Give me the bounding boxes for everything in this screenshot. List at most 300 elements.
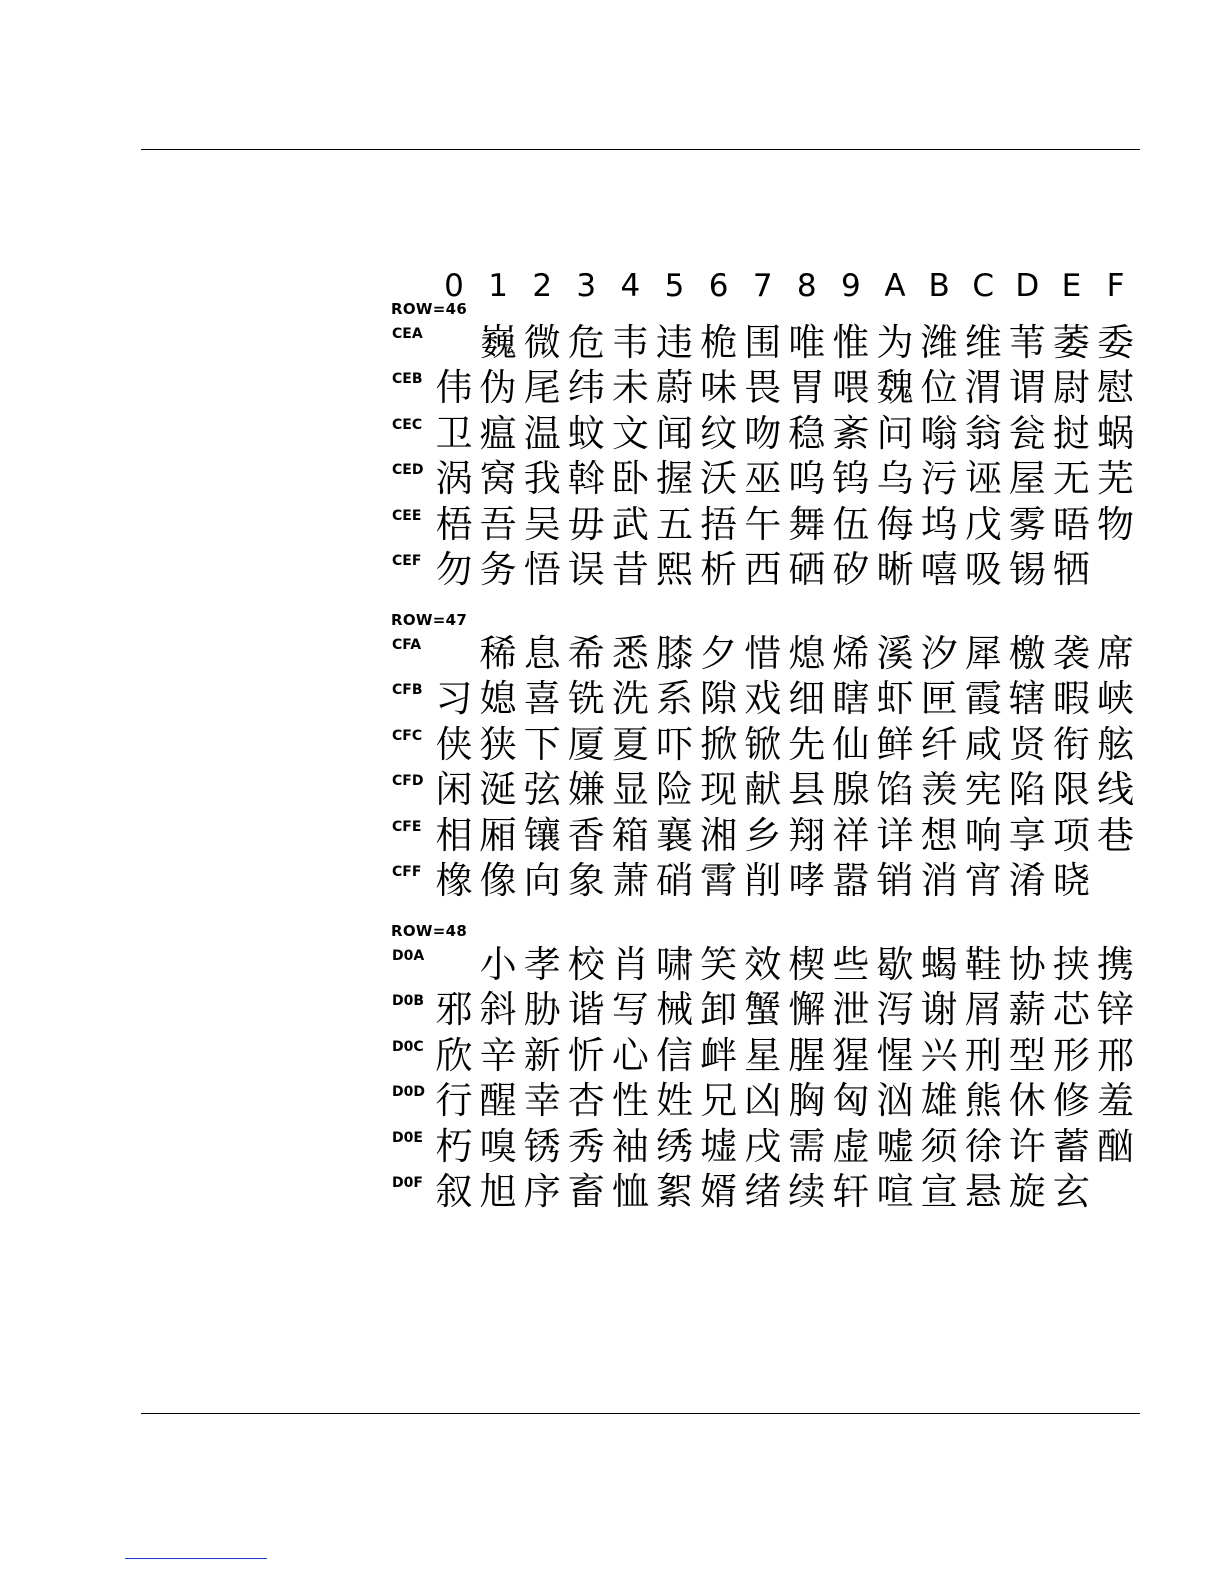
glyph-cell: 围 <box>744 321 782 364</box>
glyph-cell: 瓮 <box>1008 411 1046 455</box>
glyph-cell: 涡 <box>435 457 473 501</box>
section-label: ROW=47 <box>391 611 468 629</box>
glyph-cell: 熙 <box>656 548 693 591</box>
glyph-cell: 腥 <box>788 1033 826 1077</box>
column-header: 4 <box>620 268 641 304</box>
glyph-cell: 问 <box>876 411 914 455</box>
glyph-row <box>432 320 1137 366</box>
glyph-cell: 巫 <box>744 457 782 501</box>
glyph-cell: 匣 <box>920 677 958 721</box>
glyph-cell: 务 <box>479 548 517 591</box>
row-code-label: CFE <box>392 818 422 835</box>
glyph-cell: 檄 <box>1008 632 1046 675</box>
column-header: 6 <box>708 268 729 304</box>
row-code-label: CFF <box>392 864 422 880</box>
glyph-cell: 唯 <box>788 321 826 364</box>
glyph-cell: 位 <box>920 366 958 410</box>
glyph-cell: 我 <box>523 457 561 501</box>
glyph-cell: 鞋 <box>964 943 1002 986</box>
glyph-cell: 险 <box>656 768 693 812</box>
glyph-cell: 嗅 <box>479 1124 517 1168</box>
glyph-cell: 祥 <box>832 813 870 857</box>
glyph-cell: 详 <box>876 813 914 857</box>
glyph-cell: 毋 <box>567 502 605 546</box>
glyph-cell: 蝎 <box>920 943 958 986</box>
glyph-cell: 辛 <box>479 1033 517 1077</box>
glyph-cell: 喧 <box>876 1170 914 1213</box>
glyph-cell: 硝 <box>656 859 693 902</box>
glyph-cell: 箱 <box>611 813 649 857</box>
glyph-cell: 涎 <box>479 768 517 812</box>
glyph-cell: 小 <box>479 943 517 986</box>
glyph-cell: 武 <box>611 502 649 546</box>
glyph-cell: 桅 <box>700 321 738 364</box>
column-header: C <box>972 268 995 304</box>
glyph-cell: 昔 <box>611 548 649 591</box>
glyph-cell: 孝 <box>523 943 561 986</box>
glyph-cell: 贤 <box>1008 722 1046 766</box>
glyph-cell: 戊 <box>964 502 1002 546</box>
section-label: ROW=48 <box>391 922 468 940</box>
glyph-cell: 苇 <box>1008 321 1046 364</box>
glyph-cell: 为 <box>876 321 914 364</box>
glyph-cell: 卫 <box>435 411 473 455</box>
glyph-cell: 销 <box>876 859 914 902</box>
glyph-cell: 霞 <box>964 677 1002 721</box>
glyph-cell: 形 <box>1052 1033 1090 1077</box>
glyph-cell: 鲜 <box>876 722 914 766</box>
glyph-cell: 协 <box>1008 943 1046 986</box>
glyph-cell: 翁 <box>964 411 1002 455</box>
column-header: B <box>928 268 950 304</box>
glyph-cell: 硒 <box>788 548 826 591</box>
glyph-cell: 物 <box>1097 502 1134 546</box>
glyph-cell: 嘻 <box>920 548 958 591</box>
glyph-cell: 紊 <box>832 411 870 455</box>
glyph-cell: 惜 <box>744 632 782 675</box>
glyph-cell: 无 <box>1052 457 1090 501</box>
glyph-cell: 虾 <box>876 677 914 721</box>
glyph-cell: 悉 <box>611 632 649 675</box>
glyph-cell: 橡 <box>435 859 473 902</box>
glyph-cell: 蜗 <box>1097 411 1134 455</box>
glyph-cell: 序 <box>523 1170 561 1213</box>
footnote-rule <box>125 1558 267 1559</box>
glyph-cell: 钨 <box>832 457 870 501</box>
glyph-cell: 翔 <box>788 813 826 857</box>
glyph-cell: 笑 <box>700 943 738 986</box>
glyph-cell: 楔 <box>788 943 826 986</box>
glyph-cell: 晰 <box>876 548 914 591</box>
glyph-cell: 汹 <box>876 1079 914 1123</box>
glyph-row <box>432 1078 1137 1124</box>
glyph-cell: 馅 <box>876 768 914 812</box>
glyph-cell: 闲 <box>435 768 473 812</box>
glyph-cell: 忻 <box>567 1033 605 1077</box>
glyph-cell: 现 <box>700 768 738 812</box>
glyph-cell: 峡 <box>1097 677 1134 721</box>
glyph-cell: 献 <box>744 768 782 812</box>
glyph-cell: 微 <box>523 321 561 364</box>
glyph-cell: 镶 <box>523 813 561 857</box>
glyph-cell: 萎 <box>1052 321 1090 364</box>
glyph-cell: 刑 <box>964 1033 1002 1077</box>
glyph-cell: 委 <box>1097 321 1134 364</box>
glyph-cell: 慰 <box>1097 366 1134 410</box>
glyph-cell: 维 <box>964 321 1002 364</box>
glyph-cell: 萧 <box>611 859 649 902</box>
glyph-cell: 新 <box>523 1033 561 1077</box>
glyph-cell: 危 <box>567 321 605 364</box>
column-header: 2 <box>532 268 553 304</box>
glyph-cell: 些 <box>832 943 870 986</box>
glyph-cell: 误 <box>567 548 605 591</box>
glyph-cell: 线 <box>1097 768 1134 812</box>
glyph-cell: 薪 <box>1008 988 1046 1032</box>
glyph-cell: 羡 <box>920 768 958 812</box>
glyph-cell: 侮 <box>876 502 914 546</box>
column-header: F <box>1106 268 1125 304</box>
glyph-cell: 幸 <box>523 1079 561 1123</box>
glyph-cell: 雾 <box>1008 502 1046 546</box>
glyph-cell: 锈 <box>523 1124 561 1168</box>
glyph-cell: 辖 <box>1008 677 1046 721</box>
glyph-cell: 宪 <box>964 768 1002 812</box>
glyph-cell: 相 <box>435 813 473 857</box>
glyph-cell: 乡 <box>744 813 782 857</box>
glyph-row <box>432 1033 1137 1079</box>
glyph-cell: 蓄 <box>1052 1124 1090 1168</box>
bottom-rule <box>141 1413 1140 1414</box>
glyph-cell: 卸 <box>700 988 738 1032</box>
glyph-row <box>432 676 1137 722</box>
glyph-cell: 厢 <box>479 813 517 857</box>
glyph-cell: 味 <box>700 366 738 410</box>
glyph-cell: 向 <box>523 859 561 902</box>
glyph-cell: 续 <box>788 1170 826 1213</box>
glyph-cell: 坞 <box>920 502 958 546</box>
glyph-row <box>432 631 1137 677</box>
glyph-cell: 袖 <box>611 1124 649 1168</box>
glyph-cell: 锨 <box>744 722 782 766</box>
glyph-cell: 屋 <box>1008 457 1046 501</box>
glyph-cell: 文 <box>611 411 649 455</box>
glyph-cell: 潍 <box>920 321 958 364</box>
glyph-cell: 芯 <box>1052 988 1090 1032</box>
glyph-cell: 斡 <box>567 457 605 501</box>
glyph-cell: 玄 <box>1052 1170 1090 1213</box>
glyph-cell: 闻 <box>656 411 693 455</box>
glyph-cell: 泄 <box>832 988 870 1032</box>
glyph-cell: 蟹 <box>744 988 782 1032</box>
glyph-cell: 许 <box>1008 1124 1046 1168</box>
glyph-cell: 稀 <box>479 632 517 675</box>
row-code-label: CEC <box>392 416 423 433</box>
glyph-cell: 伍 <box>832 502 870 546</box>
glyph-cell: 仙 <box>832 722 870 766</box>
glyph-cell: 行 <box>435 1079 473 1123</box>
glyph-cell: 湘 <box>700 813 738 857</box>
glyph-cell: 夏 <box>611 722 649 766</box>
glyph-cell: 悬 <box>964 1170 1002 1213</box>
glyph-cell: 夕 <box>700 632 738 675</box>
row-code-label: CFA <box>392 637 422 653</box>
glyph-cell: 违 <box>656 321 693 364</box>
glyph-cell: 兄 <box>700 1079 738 1123</box>
glyph-cell: 酗 <box>1097 1124 1134 1168</box>
glyph-cell: 嚣 <box>832 859 870 902</box>
glyph-cell: 挟 <box>1052 943 1090 986</box>
glyph-cell: 午 <box>744 502 782 546</box>
glyph-cell: 戏 <box>744 677 782 721</box>
row-code-label: D0B <box>392 993 425 1010</box>
glyph-cell: 醒 <box>479 1079 517 1123</box>
column-header: 7 <box>752 268 773 304</box>
glyph-cell: 轩 <box>832 1170 870 1213</box>
glyph-cell: 西 <box>744 548 782 591</box>
glyph-cell: 型 <box>1008 1033 1046 1077</box>
glyph-cell: 熊 <box>964 1079 1002 1123</box>
glyph-cell: 晓 <box>1052 859 1090 902</box>
glyph-cell: 咸 <box>964 722 1002 766</box>
glyph-cell: 恤 <box>611 1170 649 1213</box>
glyph-cell: 宵 <box>964 859 1002 902</box>
glyph-cell: 细 <box>788 677 826 721</box>
column-header: E <box>1061 268 1082 304</box>
glyph-cell: 嗡 <box>920 411 958 455</box>
glyph-cell: 悟 <box>523 548 561 591</box>
glyph-cell: 卧 <box>611 457 649 501</box>
row-code-label: CEB <box>392 371 423 388</box>
glyph-cell: 徐 <box>964 1124 1002 1168</box>
glyph-cell: 陷 <box>1008 768 1046 812</box>
glyph-cell: 畏 <box>744 366 782 410</box>
glyph-cell: 掀 <box>700 722 738 766</box>
glyph-cell: 项 <box>1052 813 1090 857</box>
glyph-cell: 吻 <box>744 411 782 455</box>
glyph-cell: 巷 <box>1097 813 1134 857</box>
glyph-cell: 析 <box>700 548 738 591</box>
glyph-cell: 五 <box>656 502 693 546</box>
glyph-row <box>432 1169 1137 1215</box>
glyph-cell: 心 <box>611 1033 649 1077</box>
glyph-cell: 哮 <box>788 859 826 902</box>
glyph-cell: 写 <box>611 988 649 1032</box>
glyph-cell: 挝 <box>1052 411 1090 455</box>
glyph-cell: 尉 <box>1052 366 1090 410</box>
column-header: 9 <box>841 268 861 304</box>
glyph-cell: 性 <box>611 1079 649 1123</box>
glyph-cell: 尾 <box>523 366 561 410</box>
glyph-cell: 羞 <box>1097 1079 1134 1123</box>
glyph-cell: 旋 <box>1008 1170 1046 1213</box>
glyph-cell: 欣 <box>435 1033 473 1077</box>
top-rule <box>141 149 1140 150</box>
glyph-cell: 象 <box>567 859 605 902</box>
glyph-cell: 魏 <box>876 366 914 410</box>
glyph-cell: 嘘 <box>876 1124 914 1168</box>
row-code-label: D0E <box>392 1129 423 1146</box>
glyph-row <box>432 365 1137 411</box>
glyph-cell: 窝 <box>479 457 517 501</box>
glyph-cell: 纤 <box>920 722 958 766</box>
glyph-cell: 腺 <box>832 768 870 812</box>
glyph-cell: 锌 <box>1097 988 1134 1032</box>
glyph-cell: 宣 <box>920 1170 958 1213</box>
glyph-cell: 纬 <box>567 366 605 410</box>
glyph-cell: 牺 <box>1052 548 1090 591</box>
glyph-cell: 像 <box>479 859 517 902</box>
glyph-cell: 侠 <box>435 722 473 766</box>
row-code-label: CFD <box>392 773 424 790</box>
glyph-cell: 袭 <box>1052 632 1090 675</box>
row-code-label: D0D <box>392 1084 425 1101</box>
glyph-row <box>432 456 1137 502</box>
glyph-row <box>432 502 1137 548</box>
glyph-cell: 温 <box>523 411 561 455</box>
glyph-cell: 效 <box>744 943 782 986</box>
glyph-cell: 杏 <box>567 1079 605 1123</box>
glyph-cell: 熄 <box>788 632 826 675</box>
glyph-cell: 啸 <box>656 943 693 986</box>
glyph-cell: 惺 <box>876 1033 914 1077</box>
glyph-cell: 霄 <box>700 859 738 902</box>
glyph-cell: 携 <box>1097 943 1134 986</box>
glyph-cell: 匈 <box>832 1079 870 1123</box>
glyph-cell: 削 <box>744 859 782 902</box>
glyph-row <box>432 722 1137 768</box>
glyph-cell: 襄 <box>656 813 693 857</box>
glyph-row <box>432 858 1137 904</box>
glyph-cell: 星 <box>744 1033 782 1077</box>
glyph-cell: 胃 <box>788 366 826 410</box>
glyph-cell: 锡 <box>1008 548 1046 591</box>
glyph-cell: 握 <box>656 457 693 501</box>
glyph-cell: 响 <box>964 813 1002 857</box>
glyph-cell: 喂 <box>832 366 870 410</box>
column-header: 5 <box>664 268 685 304</box>
glyph-cell: 邪 <box>435 988 473 1032</box>
glyph-cell: 下 <box>523 722 561 766</box>
glyph-cell: 屑 <box>964 988 1002 1032</box>
row-code-label: CEA <box>392 326 423 342</box>
glyph-cell: 渭 <box>964 366 1002 410</box>
glyph-cell: 巍 <box>479 321 517 364</box>
glyph-cell: 兴 <box>920 1033 958 1077</box>
glyph-cell: 溪 <box>876 632 914 675</box>
row-code-label: D0F <box>392 1175 423 1191</box>
column-header: A <box>884 268 906 304</box>
glyph-cell: 媳 <box>479 677 517 721</box>
row-code-label: CFB <box>392 682 423 699</box>
glyph-cell: 淆 <box>1008 859 1046 902</box>
glyph-cell: 息 <box>523 632 561 675</box>
glyph-cell: 蚊 <box>567 411 605 455</box>
glyph-cell: 沃 <box>700 457 738 501</box>
glyph-row <box>432 942 1137 988</box>
column-header-row <box>432 266 1137 306</box>
glyph-cell: 享 <box>1008 813 1046 857</box>
glyph-row <box>432 547 1137 593</box>
glyph-cell: 信 <box>656 1033 693 1077</box>
glyph-cell: 梧 <box>435 502 473 546</box>
glyph-cell: 衔 <box>1052 722 1090 766</box>
glyph-cell: 稳 <box>788 411 826 455</box>
glyph-cell: 乌 <box>876 457 914 501</box>
row-code-label: D0C <box>392 1038 424 1055</box>
glyph-cell: 蔚 <box>656 366 693 410</box>
glyph-cell: 雄 <box>920 1079 958 1123</box>
glyph-cell: 猩 <box>832 1033 870 1077</box>
glyph-cell: 肖 <box>611 943 649 986</box>
glyph-row <box>432 813 1137 859</box>
glyph-cell: 凶 <box>744 1079 782 1123</box>
glyph-cell: 邢 <box>1097 1033 1134 1077</box>
glyph-cell: 瘟 <box>479 411 517 455</box>
glyph-cell: 戌 <box>744 1124 782 1168</box>
glyph-cell: 嫌 <box>567 768 605 812</box>
glyph-cell: 纹 <box>700 411 738 455</box>
glyph-cell: 谢 <box>920 988 958 1032</box>
glyph-row <box>432 767 1137 813</box>
glyph-cell: 弦 <box>523 768 561 812</box>
glyph-cell: 习 <box>435 677 473 721</box>
glyph-cell: 韦 <box>611 321 649 364</box>
glyph-cell: 铣 <box>567 677 605 721</box>
glyph-cell: 吴 <box>523 502 561 546</box>
column-header: D <box>1015 268 1040 304</box>
glyph-cell: 姓 <box>656 1079 693 1123</box>
glyph-row <box>432 411 1137 457</box>
glyph-cell: 泻 <box>876 988 914 1032</box>
section-label: ROW=46 <box>391 300 468 318</box>
glyph-cell: 校 <box>567 943 605 986</box>
glyph-cell: 勿 <box>435 548 473 591</box>
glyph-cell: 伟 <box>435 366 473 410</box>
glyph-cell: 显 <box>611 768 649 812</box>
glyph-cell: 絮 <box>656 1170 693 1213</box>
glyph-cell: 虚 <box>832 1124 870 1168</box>
glyph-cell: 衅 <box>700 1033 738 1077</box>
glyph-cell: 惟 <box>832 321 870 364</box>
glyph-cell: 希 <box>567 632 605 675</box>
glyph-cell: 胁 <box>523 988 561 1032</box>
glyph-cell: 想 <box>920 813 958 857</box>
glyph-cell: 械 <box>656 988 693 1032</box>
column-header: 1 <box>488 268 508 304</box>
glyph-cell: 呜 <box>788 457 826 501</box>
glyph-cell: 歇 <box>876 943 914 986</box>
column-header: 0 <box>444 268 464 304</box>
glyph-cell: 舷 <box>1097 722 1134 766</box>
glyph-cell: 先 <box>788 722 826 766</box>
glyph-cell: 捂 <box>700 502 738 546</box>
glyph-cell: 墟 <box>700 1124 738 1168</box>
glyph-cell: 系 <box>656 677 693 721</box>
glyph-cell: 洗 <box>611 677 649 721</box>
glyph-cell: 秀 <box>567 1124 605 1168</box>
glyph-cell: 吾 <box>479 502 517 546</box>
row-code-label: CED <box>392 462 424 479</box>
glyph-cell: 汐 <box>920 632 958 675</box>
glyph-cell: 暇 <box>1052 677 1090 721</box>
glyph-cell: 席 <box>1097 632 1134 675</box>
glyph-cell: 朽 <box>435 1124 473 1168</box>
glyph-cell: 需 <box>788 1124 826 1168</box>
glyph-cell: 懈 <box>788 988 826 1032</box>
column-header: 3 <box>576 268 597 304</box>
glyph-cell: 绣 <box>656 1124 693 1168</box>
